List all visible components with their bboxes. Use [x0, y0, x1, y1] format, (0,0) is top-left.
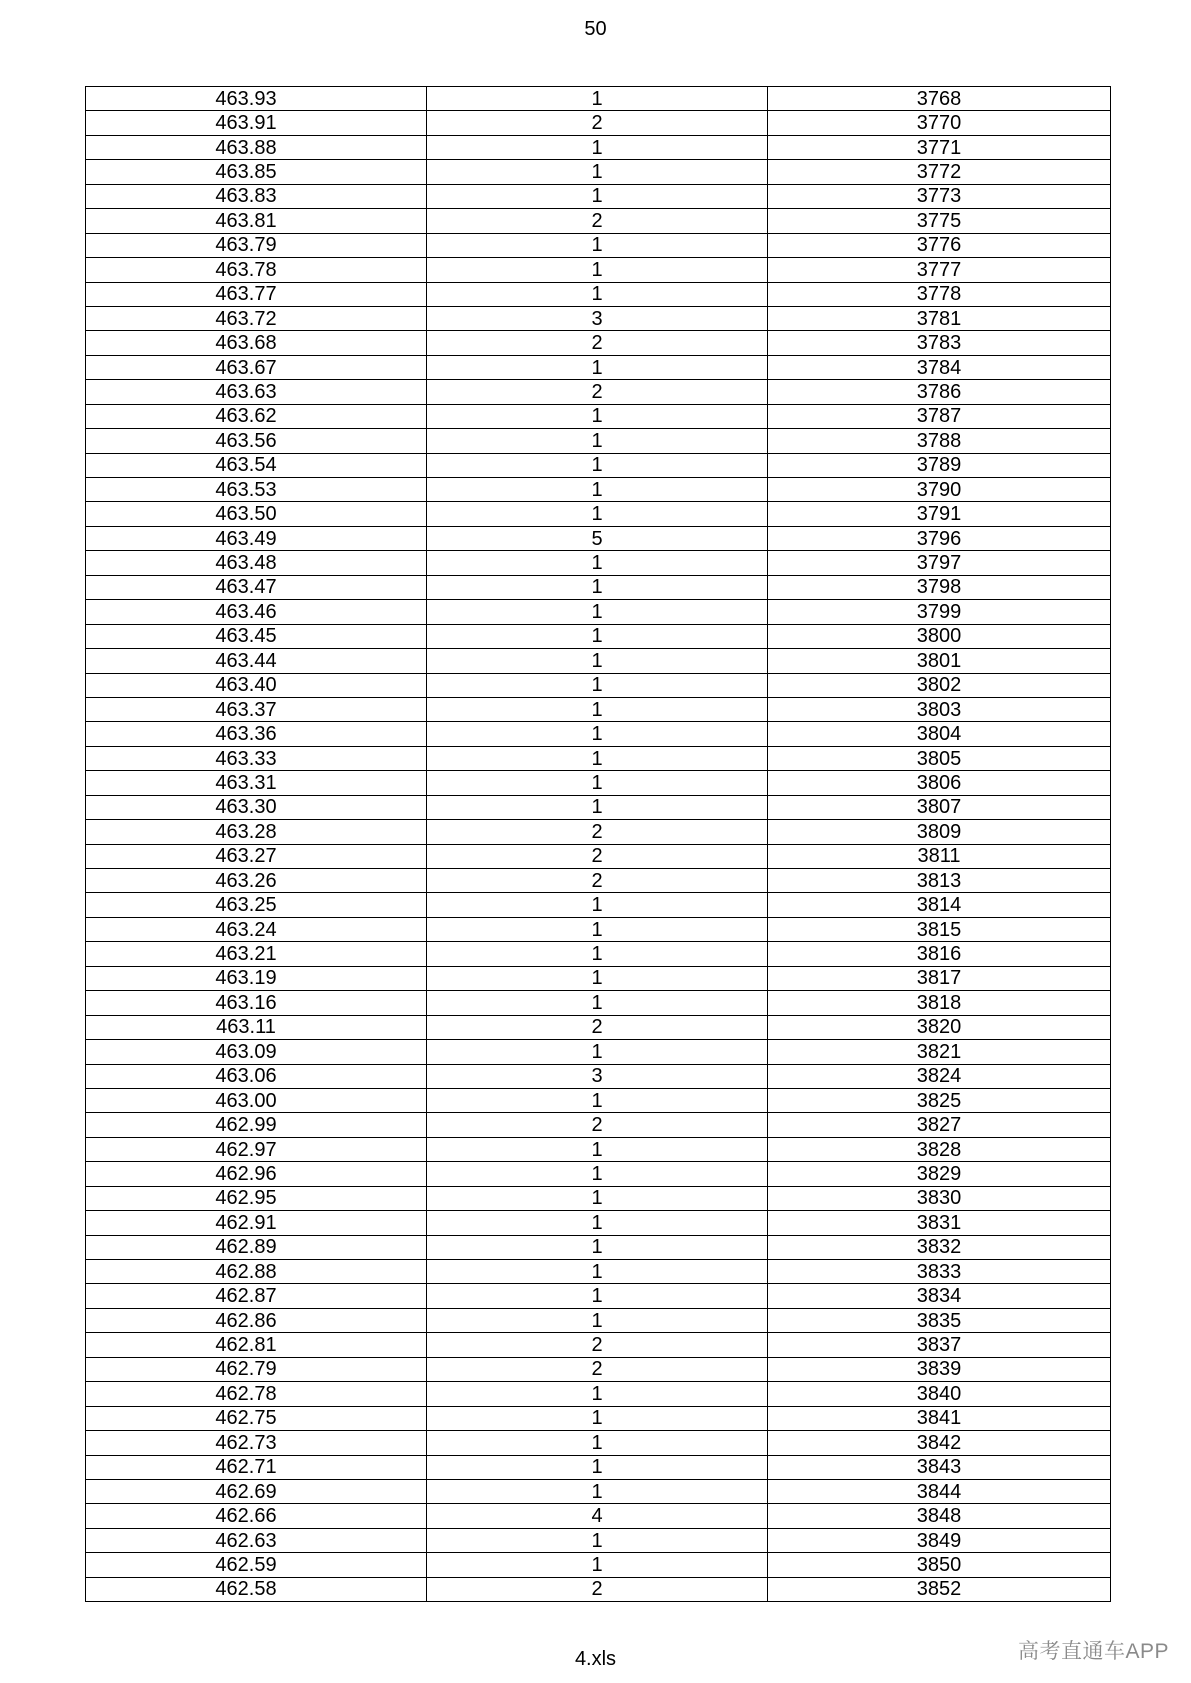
table-row	[86, 306, 1111, 330]
count-cell: 1	[427, 1186, 768, 1210]
count-cell: 1	[427, 1235, 768, 1259]
score-cell: 463.62	[86, 404, 427, 428]
cumulative-cell: 3832	[768, 1235, 1111, 1259]
table-row	[86, 1553, 1111, 1577]
count-cell: 1	[427, 1479, 768, 1503]
score-cell: 462.66	[86, 1504, 427, 1528]
cumulative-cell: 3844	[768, 1479, 1111, 1503]
count-cell: 2	[427, 1015, 768, 1039]
table-row	[86, 1431, 1111, 1455]
table-row	[86, 1137, 1111, 1161]
count-cell: 1	[427, 697, 768, 721]
score-cell: 463.11	[86, 1015, 427, 1039]
cumulative-cell: 3786	[768, 380, 1111, 404]
count-cell: 1	[427, 160, 768, 184]
cumulative-cell: 3775	[768, 209, 1111, 233]
cumulative-cell: 3787	[768, 404, 1111, 428]
cumulative-cell: 3820	[768, 1015, 1111, 1039]
score-cell: 463.26	[86, 869, 427, 893]
page-number: 50	[584, 18, 607, 40]
score-cell: 462.88	[86, 1260, 427, 1284]
cumulative-cell: 3773	[768, 184, 1111, 208]
table-row	[86, 380, 1111, 404]
cumulative-cell: 3789	[768, 453, 1111, 477]
table-row	[86, 1382, 1111, 1406]
score-cell: 463.24	[86, 917, 427, 941]
count-cell: 1	[427, 673, 768, 697]
cumulative-cell: 3802	[768, 673, 1111, 697]
count-cell: 1	[427, 478, 768, 502]
score-cell: 463.48	[86, 551, 427, 575]
cumulative-cell: 3849	[768, 1528, 1111, 1552]
table-row	[86, 355, 1111, 379]
cumulative-cell: 3778	[768, 282, 1111, 306]
cumulative-cell: 3772	[768, 160, 1111, 184]
count-cell: 1	[427, 722, 768, 746]
cumulative-cell: 3825	[768, 1088, 1111, 1112]
cumulative-cell: 3784	[768, 355, 1111, 379]
cumulative-cell: 3831	[768, 1211, 1111, 1235]
count-cell: 1	[427, 135, 768, 159]
score-cell: 463.30	[86, 795, 427, 819]
cumulative-cell: 3824	[768, 1064, 1111, 1088]
cumulative-cell: 3801	[768, 649, 1111, 673]
score-cell: 462.69	[86, 1479, 427, 1503]
table-row	[86, 1333, 1111, 1357]
count-cell: 1	[427, 551, 768, 575]
table-row	[86, 697, 1111, 721]
cumulative-cell: 3807	[768, 795, 1111, 819]
cumulative-cell: 3803	[768, 697, 1111, 721]
cumulative-cell: 3852	[768, 1577, 1111, 1601]
score-cell: 462.97	[86, 1137, 427, 1161]
table-row	[86, 1162, 1111, 1186]
count-cell: 1	[427, 1406, 768, 1430]
score-cell: 462.89	[86, 1235, 427, 1259]
score-cell: 462.96	[86, 1162, 427, 1186]
score-cell: 462.73	[86, 1431, 427, 1455]
cumulative-cell: 3827	[768, 1113, 1111, 1137]
score-cell: 462.87	[86, 1284, 427, 1308]
cumulative-cell: 3788	[768, 429, 1111, 453]
count-cell: 4	[427, 1504, 768, 1528]
score-cell: 463.16	[86, 991, 427, 1015]
score-cell: 463.19	[86, 966, 427, 990]
score-cell: 462.71	[86, 1455, 427, 1479]
count-cell: 1	[427, 1040, 768, 1064]
count-cell: 1	[427, 795, 768, 819]
table-row	[86, 942, 1111, 966]
table-row	[86, 1088, 1111, 1112]
score-cell: 462.86	[86, 1308, 427, 1332]
score-cell: 463.09	[86, 1040, 427, 1064]
count-cell: 1	[427, 1284, 768, 1308]
score-cell: 463.21	[86, 942, 427, 966]
table-row	[86, 1406, 1111, 1430]
count-cell: 1	[427, 1382, 768, 1406]
cumulative-cell: 3842	[768, 1431, 1111, 1455]
table-row	[86, 1577, 1111, 1601]
count-cell: 1	[427, 404, 768, 428]
table-row	[86, 1284, 1111, 1308]
count-cell: 3	[427, 1064, 768, 1088]
score-cell: 463.00	[86, 1088, 427, 1112]
count-cell: 5	[427, 526, 768, 550]
cumulative-cell: 3771	[768, 135, 1111, 159]
count-cell: 1	[427, 1431, 768, 1455]
score-cell: 463.40	[86, 673, 427, 697]
table-row	[86, 160, 1111, 184]
table-body	[86, 87, 1111, 1602]
count-cell: 2	[427, 1113, 768, 1137]
score-cell: 463.45	[86, 624, 427, 648]
count-cell: 1	[427, 453, 768, 477]
count-cell: 1	[427, 429, 768, 453]
table-row	[86, 526, 1111, 550]
table-row	[86, 135, 1111, 159]
table-row	[86, 111, 1111, 135]
score-table	[85, 86, 1111, 1602]
table-row	[86, 404, 1111, 428]
table-row	[86, 746, 1111, 770]
count-cell: 1	[427, 600, 768, 624]
cumulative-cell: 3790	[768, 478, 1111, 502]
score-cell: 463.83	[86, 184, 427, 208]
score-cell: 463.28	[86, 820, 427, 844]
count-cell: 2	[427, 869, 768, 893]
watermark: 高考直通车APP	[1017, 1640, 1169, 1663]
cumulative-cell: 3821	[768, 1040, 1111, 1064]
cumulative-cell: 3815	[768, 917, 1111, 941]
score-cell: 463.33	[86, 746, 427, 770]
table-row	[86, 453, 1111, 477]
count-cell: 1	[427, 1308, 768, 1332]
cumulative-cell: 3829	[768, 1162, 1111, 1186]
table-row	[86, 722, 1111, 746]
count-cell: 1	[427, 282, 768, 306]
table-row	[86, 478, 1111, 502]
score-cell: 463.46	[86, 600, 427, 624]
cumulative-cell: 3828	[768, 1137, 1111, 1161]
count-cell: 1	[427, 1528, 768, 1552]
table-row	[86, 1479, 1111, 1503]
count-cell: 1	[427, 966, 768, 990]
score-cell: 463.68	[86, 331, 427, 355]
table-row	[86, 844, 1111, 868]
cumulative-cell: 3834	[768, 1284, 1111, 1308]
cumulative-cell: 3770	[768, 111, 1111, 135]
table-row	[86, 1528, 1111, 1552]
score-cell: 463.63	[86, 380, 427, 404]
cumulative-cell: 3783	[768, 331, 1111, 355]
table-row	[86, 1113, 1111, 1137]
table-row	[86, 820, 1111, 844]
cumulative-cell: 3796	[768, 526, 1111, 550]
score-cell: 462.75	[86, 1406, 427, 1430]
cumulative-cell: 3791	[768, 502, 1111, 526]
table-row	[86, 282, 1111, 306]
cumulative-cell: 3800	[768, 624, 1111, 648]
count-cell: 1	[427, 1162, 768, 1186]
table-row	[86, 87, 1111, 111]
table-row	[86, 429, 1111, 453]
count-cell: 1	[427, 1260, 768, 1284]
cumulative-cell: 3840	[768, 1382, 1111, 1406]
table-row	[86, 1015, 1111, 1039]
score-cell: 463.85	[86, 160, 427, 184]
table-row	[86, 209, 1111, 233]
count-cell: 2	[427, 844, 768, 868]
score-cell: 463.49	[86, 526, 427, 550]
count-cell: 2	[427, 331, 768, 355]
count-cell: 1	[427, 649, 768, 673]
table-row	[86, 795, 1111, 819]
table-row	[86, 1211, 1111, 1235]
cumulative-cell: 3817	[768, 966, 1111, 990]
score-cell: 462.58	[86, 1577, 427, 1601]
table-row	[86, 917, 1111, 941]
count-cell: 1	[427, 991, 768, 1015]
cumulative-cell: 3843	[768, 1455, 1111, 1479]
cumulative-cell: 3833	[768, 1260, 1111, 1284]
count-cell: 1	[427, 184, 768, 208]
score-cell: 463.50	[86, 502, 427, 526]
count-cell: 2	[427, 1357, 768, 1381]
count-cell: 1	[427, 575, 768, 599]
table-row	[86, 673, 1111, 697]
table-row	[86, 258, 1111, 282]
score-cell: 463.36	[86, 722, 427, 746]
table-row	[86, 1357, 1111, 1381]
count-cell: 1	[427, 355, 768, 379]
count-cell: 1	[427, 917, 768, 941]
score-cell: 463.27	[86, 844, 427, 868]
cumulative-cell: 3798	[768, 575, 1111, 599]
count-cell: 1	[427, 1553, 768, 1577]
score-cell: 463.44	[86, 649, 427, 673]
cumulative-cell: 3809	[768, 820, 1111, 844]
cumulative-cell: 3837	[768, 1333, 1111, 1357]
score-cell: 463.78	[86, 258, 427, 282]
cumulative-cell: 3841	[768, 1406, 1111, 1430]
cumulative-cell: 3797	[768, 551, 1111, 575]
score-cell: 462.99	[86, 1113, 427, 1137]
cumulative-cell: 3776	[768, 233, 1111, 257]
table-row	[86, 624, 1111, 648]
count-cell: 1	[427, 258, 768, 282]
table-row	[86, 649, 1111, 673]
score-cell: 463.47	[86, 575, 427, 599]
cumulative-cell: 3813	[768, 869, 1111, 893]
count-cell: 1	[427, 624, 768, 648]
score-cell: 463.81	[86, 209, 427, 233]
count-cell: 2	[427, 111, 768, 135]
cumulative-cell: 3835	[768, 1308, 1111, 1332]
count-cell: 1	[427, 1455, 768, 1479]
score-cell: 463.06	[86, 1064, 427, 1088]
count-cell: 2	[427, 1577, 768, 1601]
table-row	[86, 966, 1111, 990]
count-cell: 1	[427, 1088, 768, 1112]
cumulative-cell: 3816	[768, 942, 1111, 966]
score-cell: 463.72	[86, 306, 427, 330]
score-cell: 462.91	[86, 1211, 427, 1235]
count-cell: 1	[427, 1211, 768, 1235]
count-cell: 1	[427, 1137, 768, 1161]
cumulative-cell: 3768	[768, 87, 1111, 111]
table-row	[86, 893, 1111, 917]
table-row	[86, 1235, 1111, 1259]
cumulative-cell: 3814	[768, 893, 1111, 917]
table-row	[86, 331, 1111, 355]
table-row	[86, 184, 1111, 208]
score-cell: 463.56	[86, 429, 427, 453]
score-cell: 462.79	[86, 1357, 427, 1381]
cumulative-cell: 3830	[768, 1186, 1111, 1210]
count-cell: 1	[427, 893, 768, 917]
cumulative-cell: 3811	[768, 844, 1111, 868]
cumulative-cell: 3777	[768, 258, 1111, 282]
table-row	[86, 502, 1111, 526]
footer-file-name: 4.xls	[574, 1648, 617, 1670]
score-cell: 462.63	[86, 1528, 427, 1552]
table-row	[86, 991, 1111, 1015]
count-cell: 1	[427, 87, 768, 111]
score-cell: 463.31	[86, 771, 427, 795]
table-row	[86, 1504, 1111, 1528]
table-row	[86, 575, 1111, 599]
score-cell: 463.91	[86, 111, 427, 135]
cumulative-cell: 3818	[768, 991, 1111, 1015]
score-cell: 462.95	[86, 1186, 427, 1210]
cumulative-cell: 3848	[768, 1504, 1111, 1528]
table-row	[86, 1260, 1111, 1284]
table-row	[86, 233, 1111, 257]
table-row	[86, 1308, 1111, 1332]
table-row	[86, 600, 1111, 624]
cumulative-cell: 3805	[768, 746, 1111, 770]
count-cell: 1	[427, 942, 768, 966]
table-row	[86, 771, 1111, 795]
count-cell: 1	[427, 502, 768, 526]
score-cell: 463.67	[86, 355, 427, 379]
table-row	[86, 869, 1111, 893]
cumulative-cell: 3850	[768, 1553, 1111, 1577]
table-row	[86, 551, 1111, 575]
score-cell: 463.53	[86, 478, 427, 502]
score-cell: 462.59	[86, 1553, 427, 1577]
count-cell: 1	[427, 746, 768, 770]
cumulative-cell: 3799	[768, 600, 1111, 624]
count-cell: 1	[427, 233, 768, 257]
score-cell: 463.54	[86, 453, 427, 477]
score-cell: 463.79	[86, 233, 427, 257]
count-cell: 2	[427, 1333, 768, 1357]
score-cell: 462.81	[86, 1333, 427, 1357]
table-row	[86, 1186, 1111, 1210]
cumulative-cell: 3806	[768, 771, 1111, 795]
count-cell: 2	[427, 380, 768, 404]
score-cell: 463.25	[86, 893, 427, 917]
count-cell: 2	[427, 820, 768, 844]
cumulative-cell: 3804	[768, 722, 1111, 746]
cumulative-cell: 3839	[768, 1357, 1111, 1381]
score-cell: 463.93	[86, 87, 427, 111]
table-row	[86, 1455, 1111, 1479]
table-row	[86, 1040, 1111, 1064]
table-row	[86, 1064, 1111, 1088]
score-cell: 463.88	[86, 135, 427, 159]
score-cell: 462.78	[86, 1382, 427, 1406]
count-cell: 1	[427, 771, 768, 795]
cumulative-cell: 3781	[768, 306, 1111, 330]
count-cell: 3	[427, 306, 768, 330]
count-cell: 2	[427, 209, 768, 233]
score-cell: 463.77	[86, 282, 427, 306]
score-cell: 463.37	[86, 697, 427, 721]
